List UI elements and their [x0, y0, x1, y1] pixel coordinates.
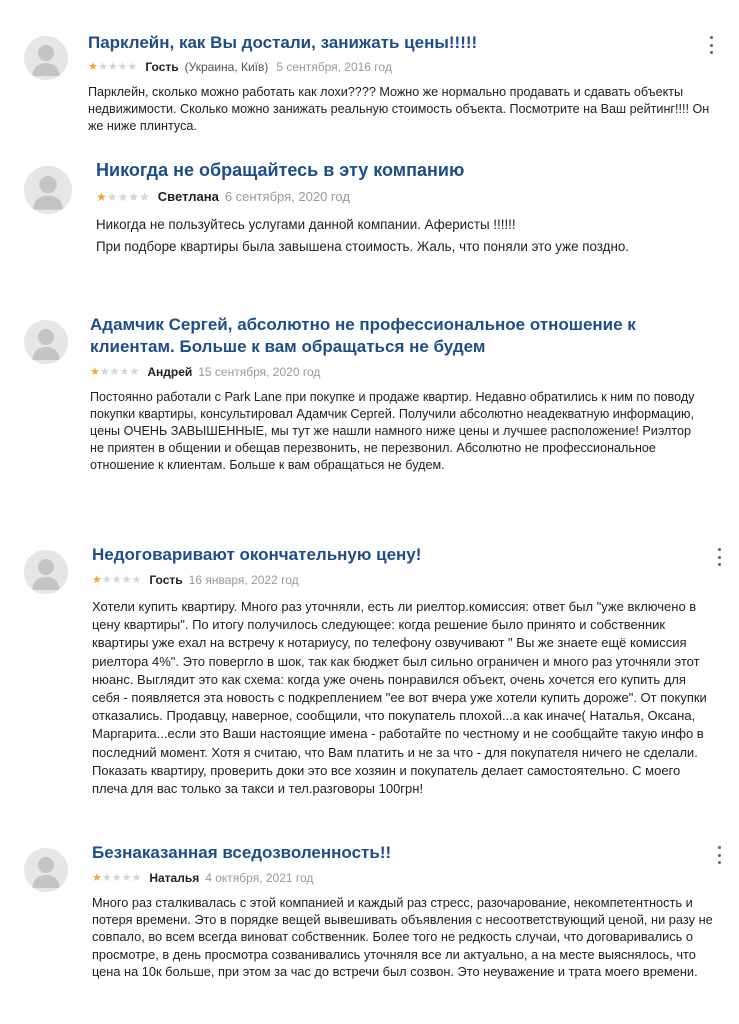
- review-paragraph: Никогда не пользуйтесь услугами данной компании. Аферисты !!!!!!: [96, 217, 516, 232]
- review-text: [90, 389, 700, 474]
- review-meta: [92, 572, 299, 588]
- avatar: [24, 848, 68, 892]
- review-paragraph: Постоянно работали с Park Lane при покупке и продаже квартир. Недавно обратились к ним по поводу покупки квартиры, консультировал Адамчик Сергей. Получили абсолютно неадекватную информацию, цены ОЧЕНЬ ЗАВЫШЕННЫЕ, мы тут же нашли намного ниже цены и лучшее расположение! Риэлтор не приятен в общении и обещав перезвонить, не перезвонил. Абсолютно не профессиональное отношение к клиентам. Больше к вам обращаться не будем.: [90, 390, 695, 472]
- rating-stars: ★★★★★: [88, 61, 138, 73]
- review-date: 15 сентября, 2020 год: [198, 365, 321, 379]
- rating-stars: ★★★★★: [92, 872, 142, 884]
- avatar: [24, 320, 68, 364]
- review-text: [92, 894, 720, 980]
- review-title[interactable]: Недоговаривают окончательную цену!: [92, 545, 422, 564]
- review-title[interactable]: Никогда не обращайтесь в эту компанию: [96, 160, 465, 180]
- review-meta: [90, 364, 320, 380]
- avatar: [24, 550, 68, 594]
- rating-stars: ★★★★★: [96, 190, 150, 204]
- review-author: Наталья: [149, 871, 200, 885]
- review-text: [88, 84, 714, 135]
- review-meta: [96, 189, 350, 205]
- more-options-icon[interactable]: [713, 548, 725, 566]
- review-date: 6 сентября, 2020 год: [224, 189, 350, 204]
- rating-stars: ★★★★★: [92, 574, 142, 586]
- user-silhouette-icon: [24, 550, 68, 594]
- review-author: Гость: [145, 60, 179, 74]
- review-text: [92, 598, 712, 798]
- review-title[interactable]: Адамчик Сергей, абсолютно не профессиональное отношение к клиентам. Больше к вам обращаться не будем: [90, 315, 636, 356]
- rating-stars: ★★★★★: [90, 366, 140, 378]
- more-options-icon[interactable]: [705, 36, 717, 54]
- review-paragraph: Много раз сталкивалась с этой компанией и каждый раз стресс, разочарование, некомпетентность и потеря времени. Это в порядке вещей вывешивать объявления с несоответствующий ценой, ни разу не совпало, во всем всегда виноват собственник. Более того не редкость случаи, что договаривались о просмотре, в день просмотра созванивались уточняля все ли актуально, а на месте выяснялось, что цена на 10к больше, при этом за час до встречи был созвон. Это неуважение и трата моего времени.: [92, 895, 713, 979]
- review-title[interactable]: Парклейн, как Вы достали, занижать цены!!!!!: [88, 33, 478, 52]
- review-location: (Украина, Київ): [184, 60, 269, 74]
- review-text: [96, 214, 722, 258]
- review-paragraph: Парклейн, сколько можно работать как лохи???? Можно же нормально продавать и сдавать объекты недвижимости. Сколько можно занижать реальную стоимость объекта. Посмотрите на Ваш рейтинг!!!! Он же ниже плинтуса.: [88, 85, 710, 133]
- more-options-icon[interactable]: [713, 846, 725, 864]
- review-author: Светлана: [157, 189, 219, 204]
- review-date: 4 октября, 2021 год: [205, 871, 314, 885]
- review-author: Гость: [149, 573, 183, 587]
- review-paragraph: Хотели купить квартиру. Много раз уточняли, есть ли риелтор.комиссия: ответ был "уже включено в цену квартиры". По итогу получилось следующее: когда решение было принято и собственник квартиры уже ехал на встречу к нотариусу, по телефону озвучивают " Вы же знаете ещё комиссия риелтора 4%". Это повергло в шок, так как бюджет был сильно ограничен и много раз уточняли этот нюанс. Выглядит это как схема: когда уже очень понравился объект, очень хочется его купить для себя - появляется эта новость с подкреплением "ее вот вчера уже хотели купить дороже". От покупки отказались. Продавцу, наверное, сообщили, что покупатель плохой...а как иначе( Наталья, Оксана, Маргарита...если это Ваши настоящие имена - работайте по честному и не сообщайте такую инфо в последний момент. Хотя я считаю, что Вам платить и не за что - для покупателя ничего не сделали. Показать квартиру, проверить доки это все хозяин и покупатель делает самостоятельно. С моего плеча для вас только за такси и тел.разговоры 100грн!: [92, 599, 707, 797]
- avatar: [24, 36, 68, 80]
- user-silhouette-icon: [24, 848, 68, 892]
- user-silhouette-icon: [24, 320, 68, 364]
- review-title[interactable]: Безнаказанная вседозволенность!!: [92, 843, 392, 862]
- review-date: 16 января, 2022 год: [188, 573, 299, 587]
- user-silhouette-icon: [24, 36, 68, 80]
- review-date: 5 сентября, 2016 год: [276, 60, 392, 74]
- review-meta: [88, 59, 392, 75]
- review-author: Андрей: [147, 365, 193, 379]
- review-paragraph: При подборе квартиры была завышена стоимость. Жаль, что поняли это уже поздно.: [96, 239, 630, 254]
- review-meta: [92, 870, 313, 886]
- avatar: [24, 166, 72, 214]
- user-silhouette-icon: [24, 166, 72, 214]
